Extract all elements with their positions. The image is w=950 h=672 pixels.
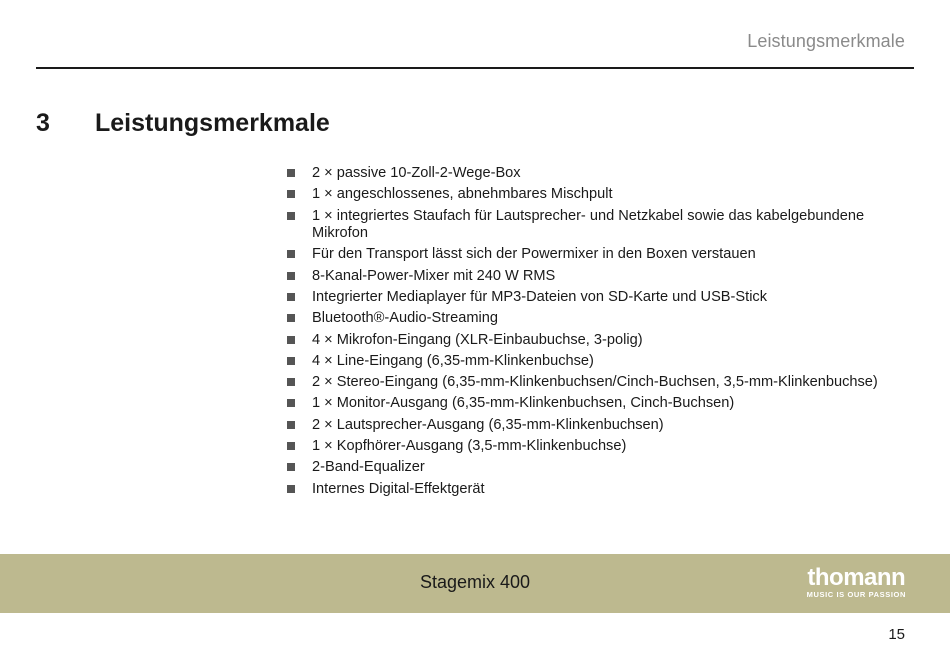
square-bullet-icon (287, 212, 295, 220)
chapter-title: Leistungsmerkmale (95, 109, 330, 137)
square-bullet-icon (287, 336, 295, 344)
list-item (286, 353, 896, 371)
square-bullet-icon (287, 272, 295, 280)
list-item-text: Bluetooth®-Audio-Streaming (312, 310, 498, 327)
list-item-text: 1 × Monitor-Ausgang (6,35-mm-Klinkenbuchsen, Cinch-Buchsen) (312, 395, 735, 412)
square-bullet-icon (287, 250, 295, 258)
list-item-text: Für den Transport lässt sich der Powermixer in den Boxen verstauen (312, 246, 756, 263)
product-name: Stagemix 400 (419, 572, 531, 592)
square-bullet-icon (287, 421, 295, 429)
square-bullet-icon (287, 169, 295, 177)
square-bullet-icon (287, 314, 295, 322)
list-item-text: 1 × integriertes Staufach für Lautsprecher- und Netzkabel sowie das kabelgebundene Mikrofon (312, 207, 865, 242)
brand-tagline: MUSIC IS OUR PASSION (806, 590, 906, 599)
list-item (286, 438, 896, 456)
list-item (286, 374, 896, 392)
list-item (286, 165, 896, 183)
square-bullet-icon (287, 190, 295, 198)
list-item (286, 186, 896, 204)
square-bullet-icon (287, 293, 295, 301)
list-item-text: 2 × Stereo-Eingang (6,35-mm-Klinkenbuchsen/Cinch-Buchsen, 3,5-mm-Klinkenbuchse) (312, 374, 878, 391)
square-bullet-icon (287, 485, 295, 493)
list-item (286, 459, 896, 477)
list-item-text: 1 × angeschlossenes, abnehmbares Mischpult (312, 186, 613, 203)
list-item (286, 417, 896, 435)
page-number: 15 (888, 626, 905, 643)
list-item-text: Integrierter Mediaplayer für MP3-Dateien von SD-Karte und USB-Stick (312, 288, 768, 305)
list-item (286, 310, 896, 328)
list-item (286, 481, 896, 499)
thomann-logo (807, 566, 906, 600)
list-item (286, 395, 896, 413)
list-item-text: Internes Digital-Effektgerät (312, 480, 485, 497)
list-item-text: 2 × Lautsprecher-Ausgang (6,35-mm-Klinkenbuchsen) (312, 416, 664, 433)
header-rule (36, 67, 914, 69)
list-item (286, 208, 896, 243)
list-item-text: 8-Kanal-Power-Mixer mit 240 W RMS (312, 267, 556, 284)
square-bullet-icon (287, 442, 295, 450)
list-item (286, 246, 896, 264)
square-bullet-icon (287, 463, 295, 471)
footer-band (0, 554, 950, 613)
list-item-text: 4 × Mikrofon-Eingang (XLR-Einbaubuchse, 3-polig) (312, 331, 643, 348)
feature-list (286, 165, 896, 502)
list-item-text: 2 × passive 10-Zoll-2-Wege-Box (312, 165, 521, 181)
running-header: Leistungsmerkmale (747, 31, 905, 51)
list-item-text: 2-Band-Equalizer (312, 459, 425, 476)
chapter-number: 3 (36, 109, 50, 137)
brand-wordmark: thomann (807, 564, 906, 591)
list-item (286, 289, 896, 307)
list-item-text: 4 × Line-Eingang (6,35-mm-Klinkenbuchse) (312, 352, 594, 369)
square-bullet-icon (287, 357, 295, 365)
list-item-text: 1 × Kopfhörer-Ausgang (3,5-mm-Klinkenbuchse) (312, 438, 627, 455)
square-bullet-icon (287, 399, 295, 407)
square-bullet-icon (287, 378, 295, 386)
list-item (286, 332, 896, 350)
list-item (286, 268, 896, 286)
